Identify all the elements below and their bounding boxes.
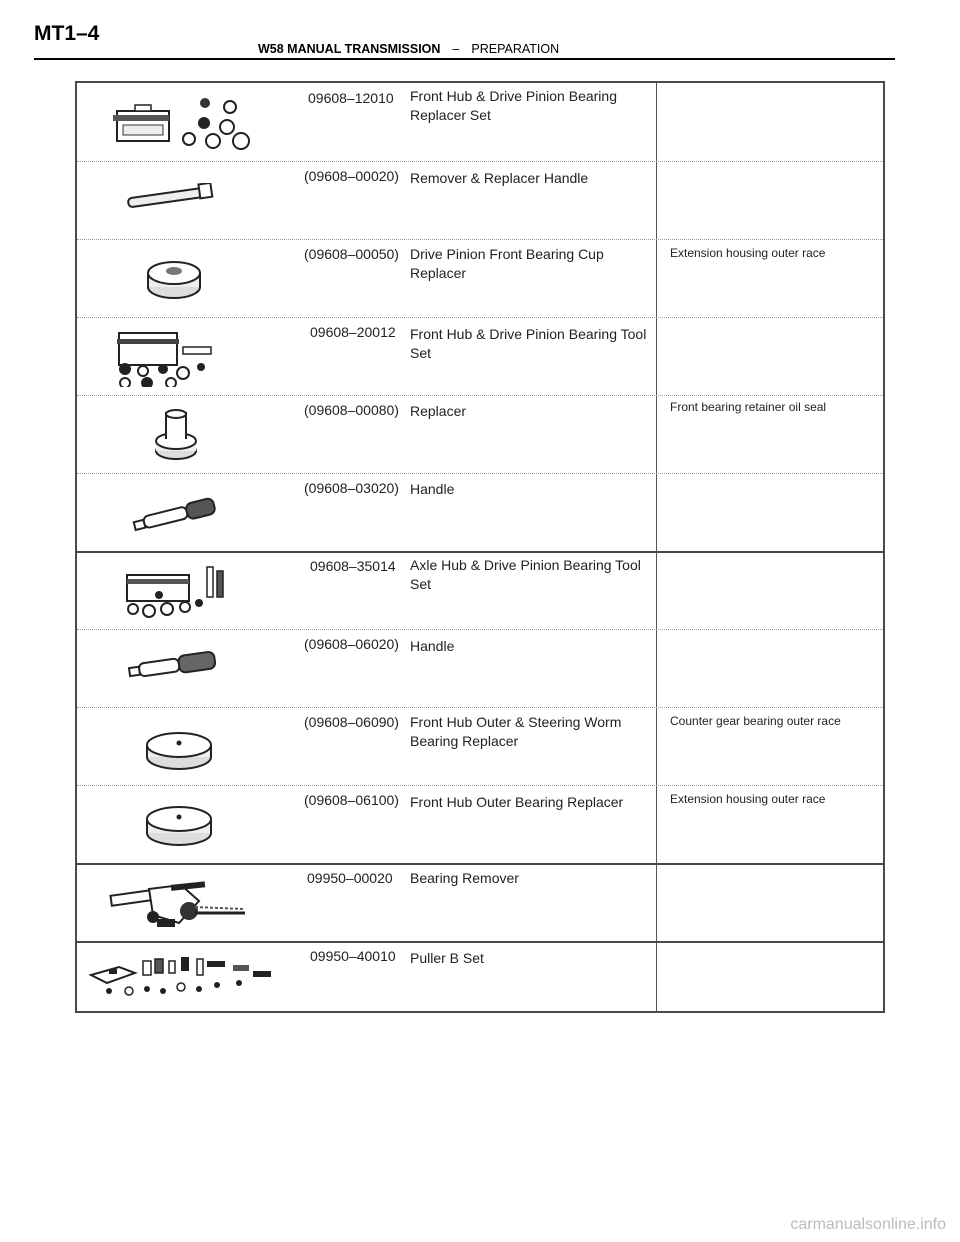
tool-name: Axle Hub & Drive Pinion Bearing Tool Set	[410, 557, 641, 592]
tool-note: Extension housing outer race	[670, 792, 826, 806]
part-number: (09608–06090)	[304, 714, 399, 730]
part-number: (09608–00020)	[304, 168, 399, 184]
tool-name: Front Hub Outer Bearing Replacer	[410, 794, 624, 810]
tool-name: Front Hub & Drive Pinion Bearing Replacer Set	[410, 88, 617, 123]
subsection-title: PREPARATION	[471, 42, 560, 56]
tool-row	[77, 395, 883, 473]
tool-note: Extension housing outer race	[670, 246, 826, 260]
tool-case-set-icon	[123, 559, 233, 621]
sst-table	[75, 81, 885, 1013]
handle-icon	[125, 649, 221, 681]
row-separator	[77, 317, 883, 318]
cup-replacer-icon	[143, 257, 205, 303]
handle-icon	[122, 183, 222, 213]
tool-name: Handle	[410, 481, 455, 497]
row-separator	[77, 629, 883, 630]
replacer-icon	[151, 409, 201, 465]
tool-name: Front Hub & Drive Pinion Bearing Tool Set	[410, 326, 647, 361]
handle-icon	[129, 495, 221, 533]
tool-name: Puller B Set	[410, 950, 484, 966]
row-separator	[77, 239, 883, 240]
puller-set-icon	[89, 951, 279, 1003]
row-separator	[77, 473, 883, 474]
row-separator	[77, 395, 883, 396]
tool-row	[77, 863, 883, 941]
bearing-remover-icon	[109, 871, 249, 933]
page-number: MT1–4	[34, 22, 100, 45]
disc-replacer-icon	[143, 725, 215, 773]
tool-case-set-icon	[113, 325, 223, 387]
tool-name: Remover & Replacer Handle	[410, 170, 589, 186]
tool-row	[77, 161, 883, 239]
tool-row	[77, 317, 883, 395]
row-separator	[77, 551, 883, 553]
watermark[interactable]: carmanualsonline.info	[790, 1216, 946, 1233]
tool-name: Front Hub Outer & Steering Worm Bearing Replacer	[410, 714, 622, 749]
page-header	[258, 42, 559, 56]
disc-replacer-icon	[143, 799, 215, 849]
tool-name: Drive Pinion Front Bearing Cup Replacer	[410, 246, 604, 281]
tool-row	[77, 707, 883, 785]
tool-name: Handle	[410, 638, 455, 654]
tool-row	[77, 785, 883, 863]
tool-note: Front bearing retainer oil seal	[670, 400, 827, 414]
part-number: (09608–03020)	[304, 480, 399, 496]
part-number: 09608–12010	[308, 90, 394, 106]
header-rule	[34, 58, 895, 60]
tool-row	[77, 551, 883, 629]
tool-row	[77, 629, 883, 707]
row-separator	[77, 863, 883, 865]
part-number: 09608–20012	[310, 324, 396, 340]
row-separator	[77, 707, 883, 708]
part-number: (09608–06020)	[304, 636, 399, 652]
tool-row	[77, 83, 883, 161]
tool-row	[77, 473, 883, 551]
section-title: W58 MANUAL TRANSMISSION	[258, 42, 441, 56]
tool-note: Counter gear bearing outer race	[670, 714, 841, 728]
tool-name: Bearing Remover	[410, 870, 519, 886]
part-number: (09608–00080)	[304, 402, 399, 418]
part-number: 09950–00020	[307, 870, 393, 886]
part-number: 09608–35014	[310, 558, 396, 574]
row-separator	[77, 941, 883, 943]
row-separator	[77, 785, 883, 786]
row-separator	[77, 161, 883, 162]
tool-row	[77, 239, 883, 317]
tool-case-set-icon	[109, 93, 259, 151]
tool-name: Replacer	[410, 403, 467, 419]
part-number: 09950–40010	[310, 948, 396, 964]
part-number: (09608–00050)	[304, 246, 399, 262]
tool-row	[77, 941, 883, 1015]
part-number: (09608–06100)	[304, 792, 399, 808]
header-separator: –	[452, 42, 460, 56]
